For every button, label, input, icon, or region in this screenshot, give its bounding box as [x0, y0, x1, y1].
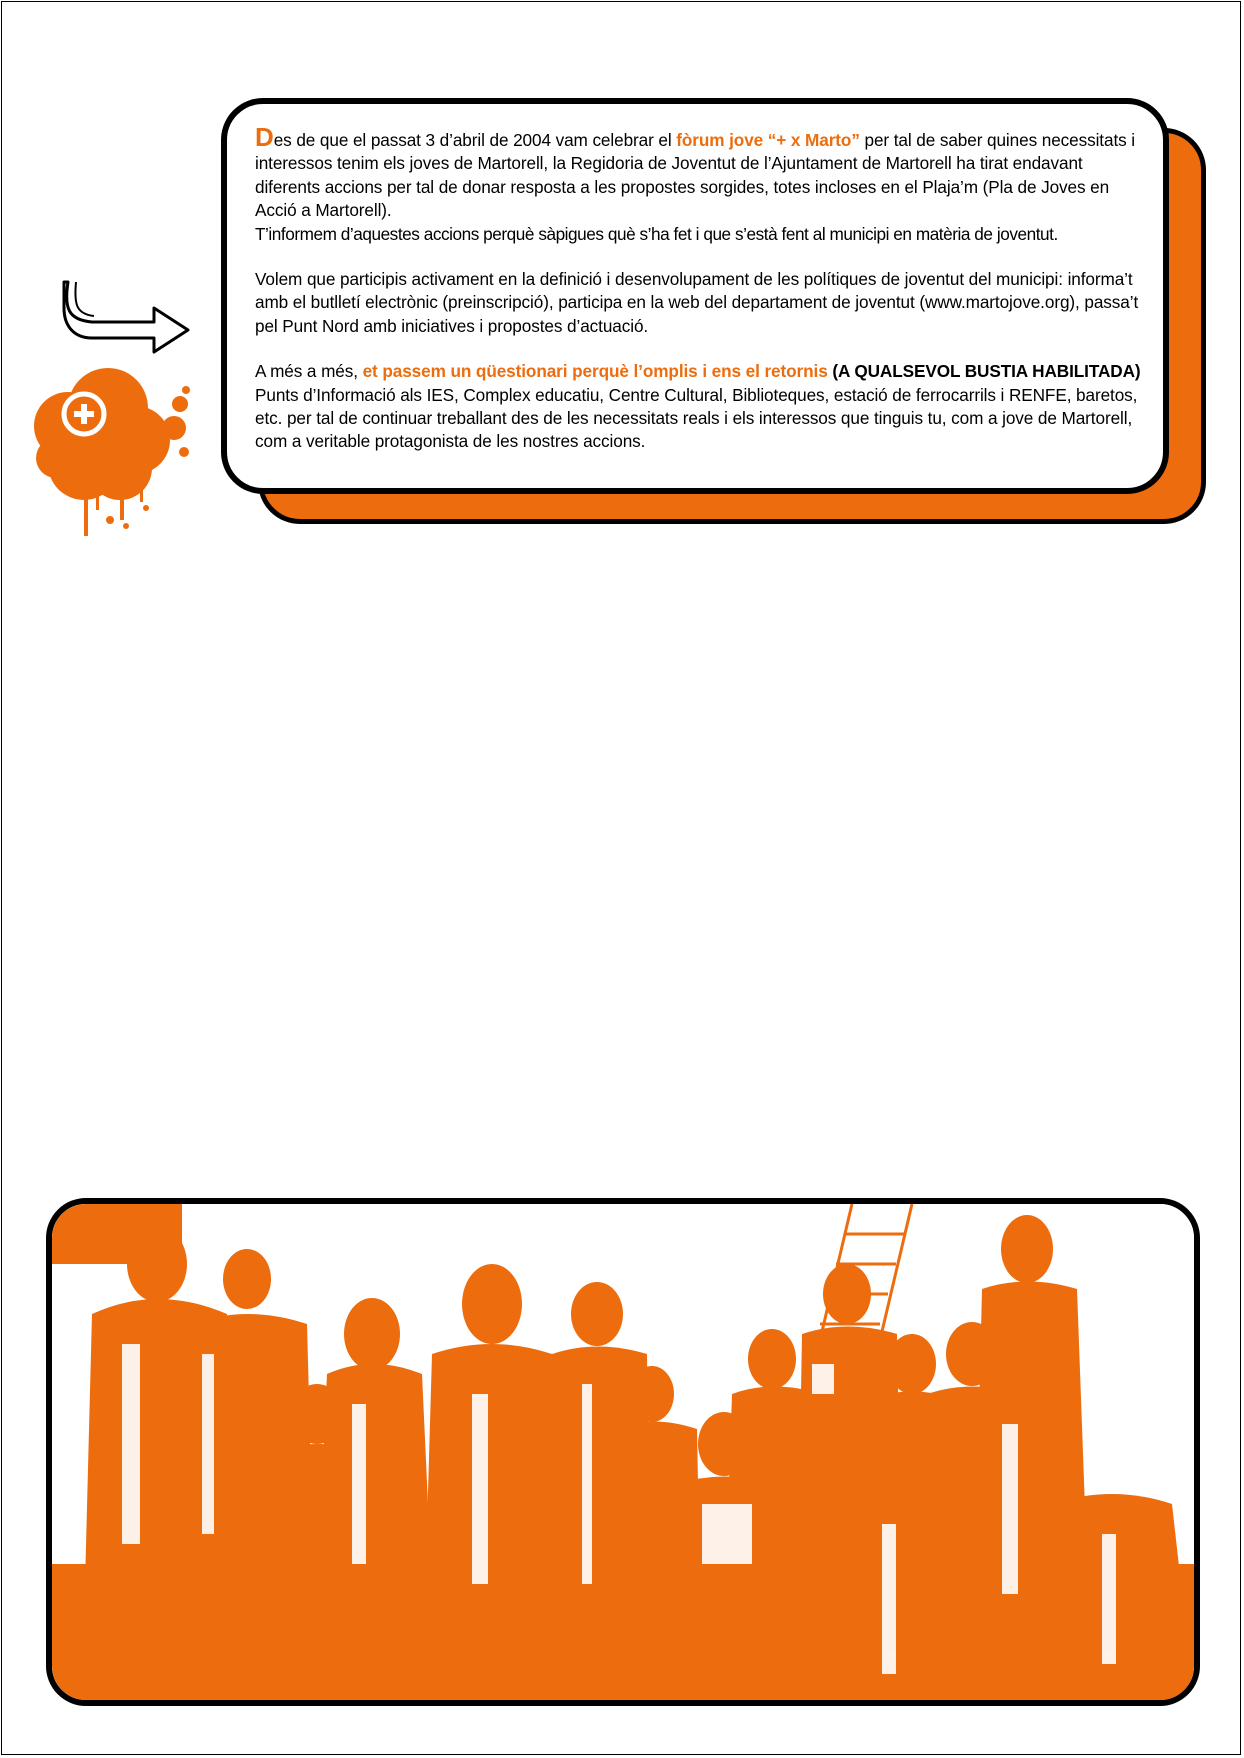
questionnaire-text-a: A més a més, [255, 361, 363, 382]
intro-paragraph [255, 122, 1141, 223]
curved-arrow-icon [62, 278, 194, 362]
group-photo [46, 1198, 1200, 1706]
drop-cap: D [255, 122, 274, 152]
intro-paragraph-line2: T’informem d’aquestes accions perquè sàpigues què s’ha fet i que s’està fent al municipi en matèria de joventut. [255, 223, 1058, 244]
forum-highlight: fòrum jove “+ x Marto” [676, 130, 860, 150]
intro-text-b: per tal de saber quines necessitats i interessos tenim els joves de Martorell, la Regidoria de Joventut de l’Ajuntament de Martorell ha tirat endavant diferents accions per tal de donar resposta a les propostes sorgides, totes incloses en el Plaja’m (Pla de Joves en Acció a Martorell). [255, 130, 1136, 221]
questionnaire-bold: (A QUALSEVOL BUSTIA HABILITADA) [827, 361, 1141, 382]
intro-text-box [221, 98, 1169, 494]
questionnaire-text-b: Punts d’Informació als IES, Complex educatiu, Centre Cultural, Biblioteques, estació de ferrocarrils i RENFE, baretos, etc. per tal de continuar treballant des de les necessitats reals i els interessos que tinguis tu, com a jove de Martorell, com a veritable protagonista de les nostres accions. [255, 384, 1138, 452]
intro-text-a: es de que el passat 3 d’abril de 2004 vam celebrar el [273, 130, 677, 150]
questionnaire-highlight: et passem un qüestionari perquè l’omplis i ens el retornis [362, 361, 828, 382]
participation-paragraph: Volem que participis activament en la definició i desenvolupament de les polítiques de joventut del municipi: informa’t amb el butlletí electrònic (preinscripció), participa en la web del departament de joventut (www.martojove.org), passa’t pel Punt Nord amb iniciatives i propostes d’actuació. [255, 269, 1139, 336]
plus-cloud-icon [26, 368, 196, 572]
questionnaire-paragraph [255, 360, 1141, 454]
